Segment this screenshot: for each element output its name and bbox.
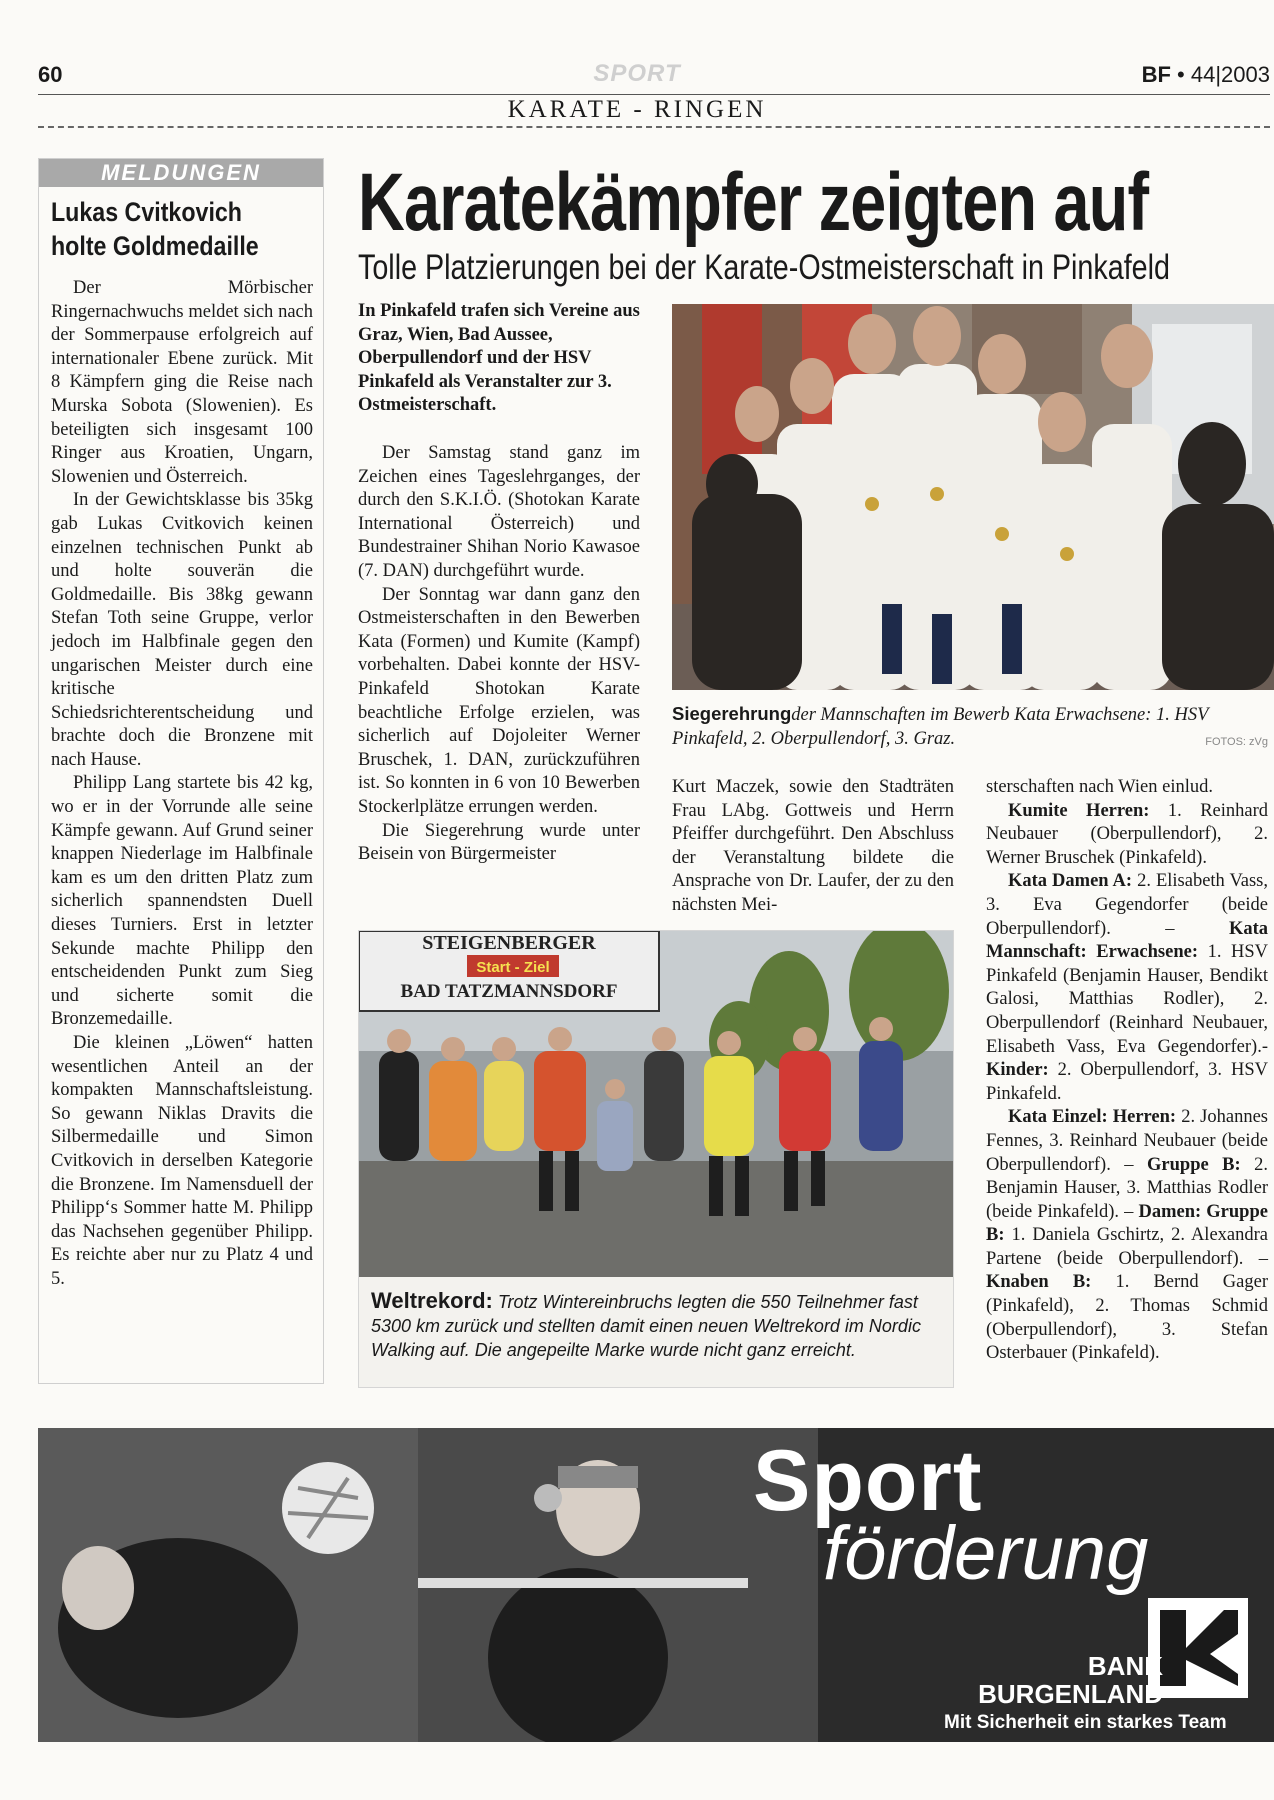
result-text: 1. Reinhard Neubauer (Oberpullendorf), 2. Werner Bruschek (Pinkafeld).	[986, 800, 1268, 868]
banner-line: Start - Ziel	[476, 959, 550, 976]
article-paragraph: Die Siegerehrung wurde unter Beisein von Bürgermeister	[358, 820, 640, 865]
nordic-walking-illustration	[359, 931, 953, 1277]
sidebar-paragraph: Die kleinen „Löwen“ hatten wesentlichen Anteil an der kompakten Mannschaftsleistung. So gewann Niklas Dravits die Silbermedaille und Simon Cvitkovich in derselben Kategorie die Bronzene. Im Namensduell der Philipp‘s Sommer hatte M. Philipp das Nachsehen gegenüber Philipp. Es reichte aber nur zu Platz 4 und 5.	[51, 1033, 313, 1289]
ad-brand-line: BANK	[1087, 1651, 1163, 1681]
nordic-walking-caption	[371, 1289, 941, 1362]
result-label: Kinder:	[986, 1060, 1049, 1081]
article-paragraph: Der Samstag stand ganz im Zeichen eines Tageslehrganges, der durch den S.K.I.Ö. (Shotokan Karate International Österreich) und Bundestrainer Shihan Norio Kawasoe (7. DAN) durchgeführt wurde.	[358, 443, 640, 581]
article-lead: In Pinkafeld trafen sich Vereine aus Graz, Wien, Bad Aussee, Oberpullendorf und der HSV Pinkafeld als Veranstalter zur 3. Ostmeisterschaft.	[358, 301, 640, 416]
sidebar-headline-line: holte Goldmedaille	[51, 231, 259, 261]
sidebar-paragraph: Der Mörbischer Ringernachwuchs meldet sich nach der Sommerpause erfolgreich auf internationaler Ebene zurück. Mit 8 Kämpfern ging die Reise nach Murska Sobota (Slowenien). Es beteiligten sich insgesamt 100 Ringer aus Kroatien, Ungarn, Slowenien und Österreich.	[51, 278, 313, 487]
banner-line: BAD TATZMANNSDORF	[400, 981, 618, 1002]
result-kata-damen	[986, 870, 1268, 1106]
sidebar-headline-line: Lukas Cvitkovich	[51, 197, 242, 227]
result-label: Gruppe B:	[1147, 1154, 1241, 1175]
dashed-rule	[38, 126, 1270, 128]
result-label: Kata Mannschaft: Erwachsene:	[986, 918, 1268, 963]
article-paragraph: Kurt Maczek, sowie den Stadträten Frau LAbg. Gottweis und Herrn Pfeiffer durchgeführt. Den Abschluss der Veranstaltung bildete die Ansprache von Dr. Laufer, der zu den nächsten Mei-	[672, 777, 954, 915]
result-label: Kata Einzel: Herren:	[1008, 1107, 1177, 1128]
sidebar-label: MELDUNGEN	[39, 159, 323, 187]
result-text: 1. Daniela Gschirtz, 2. Alexandra Partene (beide Oberpullendorf). –	[986, 1225, 1268, 1269]
nordic-walking-photo-box	[358, 930, 954, 1388]
article-headline: Karatekämpfer zeigten auf	[358, 157, 1149, 248]
result-text: 2. Benjamin Hauser, 3. Matthias Rodler (beide Pinkafeld). –	[986, 1154, 1268, 1222]
ad-headline-foerderung: förderung	[823, 1511, 1149, 1596]
result-label: Kata Damen A:	[1008, 871, 1133, 892]
result-label: Kumite Herren:	[1008, 800, 1150, 821]
ad-slogan: Mit Sicherheit ein starkes Team	[944, 1712, 1227, 1733]
article-subheadline: Tolle Platzierungen bei der Karate-Ostmeisterschaft in Pinkafeld	[358, 248, 1170, 287]
result-kata-einzel	[986, 1106, 1268, 1366]
caption-lead-word: Siegerehrung	[672, 703, 792, 724]
sidebar-body	[51, 277, 313, 1292]
karate-award-photo	[672, 304, 1274, 690]
result-text: 2. Elisabeth Vass, 3. Eva Gegendorfer (beide Oberpullendorf). –	[986, 871, 1268, 939]
article-column-1	[358, 442, 640, 867]
caption-text: der Mannschaften im Bewerb Kata Erwachsene: 1. HSV Pinkafeld, 2. Oberpullendorf, 3. Graz.	[672, 705, 1209, 749]
result-label: Knaben B:	[986, 1272, 1092, 1293]
article-paragraph: Der Sonntag war dann ganz den Ostmeisterschaften in den Bewerben Kata (Formen) und Kumite (Kampf) vorbehalten. Dabei konnte der HSV-Pinkafeld Shotokan Karate beachtliche Erfolge erzielen, was sicherlich auf Dojoleiter Werner Bruschek, 1. DAN, zurückzuführen ist. So konnten in 6 von 10 Bewerben Stockerlplätze errungen werden.	[358, 584, 640, 817]
result-text: 1. HSV Pinkafeld (Benjamin Hauser, Bendikt Galosi, Matthias Rodler), 2. Oberpullendorf (Reinhard Neubauer, Elisabeth Vass, Eva Gegendorfer).-	[986, 942, 1269, 1057]
news-sidebar	[38, 158, 324, 1384]
ad-brand-line: BURGENLAND	[978, 1679, 1163, 1709]
photo-credit: FOTOS: zVg	[1205, 736, 1268, 748]
bank-advertisement	[38, 1428, 1274, 1742]
result-text: 2. Oberpullendorf, 3. HSV Pinkafeld.	[986, 1060, 1268, 1104]
nordic-walking-photo	[359, 931, 953, 1277]
header-rule	[38, 94, 1270, 95]
result-label: Damen: Gruppe B:	[986, 1201, 1268, 1246]
banner-line: STEIGENBERGER	[422, 932, 596, 954]
publication-name: BF	[1141, 62, 1171, 87]
karate-award-illustration	[672, 304, 1274, 690]
karate-photo-caption	[672, 702, 1268, 751]
sidebar-paragraph: In der Gewichtsklasse bis 35kg gab Lukas Cvitkovich keinen einzelnen technischen Punkt ab und holte souverän die Goldmedaille. Bis 38kg gewann Stefan Toth seine Gruppe, verlor jedoch im Halbfinale gegen den ungarischen Meister durch eine kritische Schiedsrichterentscheidung und brachte doch die Bronzene mit nach Hause.	[51, 490, 313, 770]
caption-text: Trotz Wintereinbruchs legten die 550 Teilnehmer fast 5300 km zurück und stellten damit einen neuen Weltrekord im Nordic Walking auf. Die angepeilte Marke wurde nicht ganz erreicht.	[371, 1292, 921, 1360]
results-intro: sterschaften nach Wien einlud.	[986, 777, 1213, 797]
section-label: SPORT	[593, 60, 681, 87]
publication-info: BF • 44|2003	[1141, 62, 1270, 87]
sidebar-headline	[51, 195, 281, 263]
caption-lead-word: Weltrekord:	[371, 1288, 493, 1313]
result-text: 1. Bernd Gager (Pinkafeld), 2. Thomas Schmid (Oberpullendorf), 3. Stefan Osterbauer (Pinkafeld).	[986, 1272, 1268, 1364]
ad-brand-name	[943, 1652, 1163, 1708]
page-number: 60	[38, 62, 63, 87]
sidebar-paragraph: Philipp Lang startete bis 42 kg, wo er in der Vorrunde alle seine Kämpfe gewann. Auf Grund seiner knappen Niederlage im Halbfinale kam es um den dritten Platz zum sicherlich spannendsten Duell dieses Turniers. Erst in letzter Sekunde machte Philipp den entscheidenden Punkt zum Sieg und sicherte somit die Bronzemedaille.	[51, 773, 313, 1030]
ad-headline-sport: Sport	[753, 1433, 983, 1529]
rubric: KARATE - RINGEN	[507, 96, 767, 123]
result-text: 2. Johannes Fennes, 3. Reinhard Neubauer (beide Oberpullendorf). –	[986, 1107, 1268, 1175]
issue-number: 44|2003	[1190, 62, 1270, 87]
result-kumite	[986, 800, 1268, 871]
article-results-column	[986, 776, 1268, 1366]
article-column-2	[672, 776, 954, 918]
